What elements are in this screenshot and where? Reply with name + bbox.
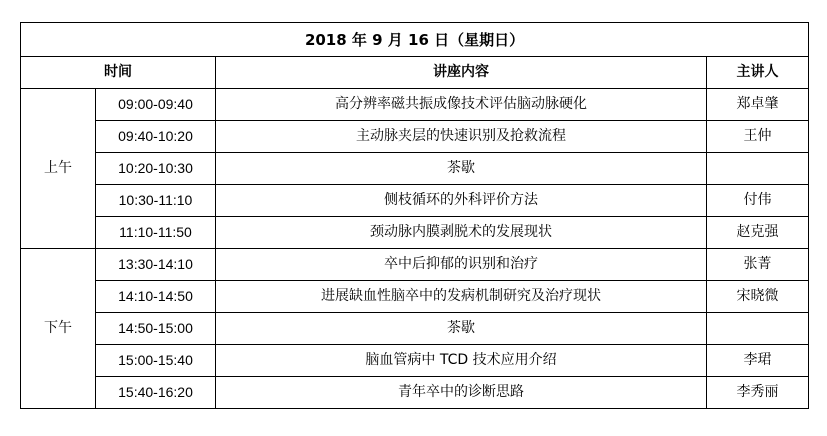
table-row <box>21 313 809 345</box>
time-slot: 10:20-10:30 <box>96 153 216 185</box>
table-row <box>21 185 809 217</box>
speaker-name: 张菁 <box>707 249 809 281</box>
lecture-topic: 青年卒中的诊断思路 <box>216 377 707 409</box>
time-slot: 14:10-14:50 <box>96 281 216 313</box>
lecture-topic: 主动脉夹层的快速识别及抢救流程 <box>216 121 707 153</box>
time-slot: 10:30-11:10 <box>96 185 216 217</box>
time-slot: 09:00-09:40 <box>96 89 216 121</box>
lecture-topic: 茶歇 <box>216 153 707 185</box>
table-row <box>21 345 809 377</box>
table-row <box>21 153 809 185</box>
table-row <box>21 249 809 281</box>
table-row <box>21 281 809 313</box>
schedule-table <box>20 22 809 409</box>
speaker-name: 郑卓肇 <box>707 89 809 121</box>
lecture-topic: 进展缺血性脑卒中的发病机制研究及治疗现状 <box>216 281 707 313</box>
time-slot: 11:10-11:50 <box>96 217 216 249</box>
speaker-name: 李珺 <box>707 345 809 377</box>
table-row <box>21 89 809 121</box>
lecture-topic: 侧枝循环的外科评价方法 <box>216 185 707 217</box>
header-time: 时间 <box>21 57 216 89</box>
table-row <box>21 377 809 409</box>
period-label: 上午 <box>21 89 96 249</box>
period-label: 下午 <box>21 249 96 409</box>
speaker-name: 王仲 <box>707 121 809 153</box>
speaker-name: 宋晓微 <box>707 281 809 313</box>
time-slot: 14:50-15:00 <box>96 313 216 345</box>
speaker-name: 李秀丽 <box>707 377 809 409</box>
header-row <box>21 57 809 89</box>
lecture-topic: 脑血管病中 TCD 技术应用介绍 <box>216 345 707 377</box>
time-slot: 13:30-14:10 <box>96 249 216 281</box>
table-row <box>21 217 809 249</box>
speaker-name: 付伟 <box>707 185 809 217</box>
title-row <box>21 23 809 57</box>
header-speaker: 主讲人 <box>707 57 809 89</box>
lecture-topic: 茶歇 <box>216 313 707 345</box>
lecture-topic: 卒中后抑郁的识别和治疗 <box>216 249 707 281</box>
lecture-topic: 颈动脉内膜剥脱术的发展现状 <box>216 217 707 249</box>
speaker-name <box>707 313 809 345</box>
header-content: 讲座内容 <box>216 57 707 89</box>
speaker-name <box>707 153 809 185</box>
time-slot: 15:40-16:20 <box>96 377 216 409</box>
time-slot: 15:00-15:40 <box>96 345 216 377</box>
speaker-name: 赵克强 <box>707 217 809 249</box>
schedule-title: 2018 年 9 月 16 日（星期日） <box>21 23 809 57</box>
lecture-topic: 高分辨率磁共振成像技术评估脑动脉硬化 <box>216 89 707 121</box>
time-slot: 09:40-10:20 <box>96 121 216 153</box>
table-row <box>21 121 809 153</box>
